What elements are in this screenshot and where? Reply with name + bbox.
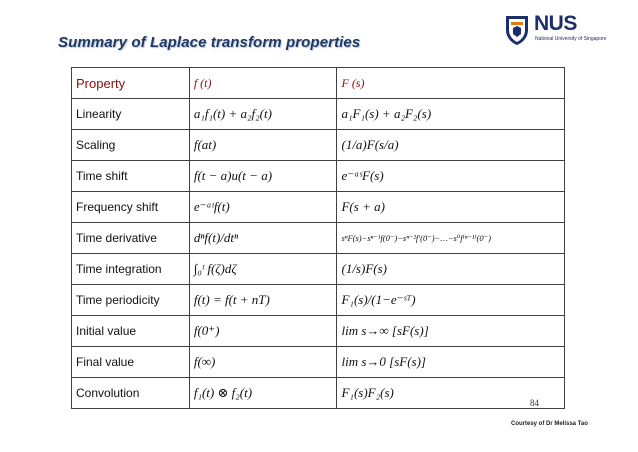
table-header-row: [72, 68, 565, 99]
cell-property: Linearity: [72, 99, 190, 130]
table-row: [72, 223, 565, 254]
page-number: 84: [530, 398, 539, 408]
table-row: [72, 378, 565, 409]
cell-Fs: lim s→∞ [sF(s)]: [337, 316, 565, 347]
credit-line: Courtesy of Dr Melissa Tao: [511, 421, 588, 427]
table-row: [72, 161, 565, 192]
cell-ft: f(at): [189, 130, 337, 161]
cell-ft: f(∞): [189, 347, 337, 378]
cell-property: Initial value: [72, 316, 190, 347]
cell-Fs: lim s→0 [sF(s)]: [337, 347, 565, 378]
cell-Fs: F₁(s)F₂(s): [337, 378, 565, 409]
cell-property: Scaling: [72, 130, 190, 161]
cell-property: Final value: [72, 347, 190, 378]
header-Fs: F (s): [337, 68, 565, 99]
cell-ft: ∫₀ᵗ f(ζ)dζ: [189, 254, 337, 285]
cell-Fs: (1/a)F(s/a): [337, 130, 565, 161]
slide-title: Summary of Laplace transform properties: [58, 34, 361, 51]
table-row: [72, 99, 565, 130]
cell-ft: f(t) = f(t + nT): [189, 285, 337, 316]
table-row: [72, 254, 565, 285]
cell-Fs: F₁(s)/(1−e⁻ˢᵀ): [337, 285, 565, 316]
cell-property: Time periodicity: [72, 285, 190, 316]
cell-ft: f(t − a)u(t − a): [189, 161, 337, 192]
logo-subtitle: National University of Singapore: [535, 36, 607, 42]
cell-property: Time integration: [72, 254, 190, 285]
cell-ft: f₁(t) ⊗ f₂(t): [189, 378, 337, 409]
cell-Fs: a₁F₁(s) + a₂F₂(s): [337, 99, 565, 130]
table-row: [72, 285, 565, 316]
nus-logo: [504, 12, 614, 52]
cell-property: Time shift: [72, 161, 190, 192]
header-property: Property: [72, 68, 190, 99]
cell-property: Frequency shift: [72, 192, 190, 223]
cell-Fs: (1/s)F(s): [337, 254, 565, 285]
cell-ft: e⁻ᵃᵗf(t): [189, 192, 337, 223]
table-row: [72, 316, 565, 347]
cell-ft: f(0⁺): [189, 316, 337, 347]
laplace-properties-table: [71, 67, 565, 409]
cell-Fs: e⁻ᵃˢF(s): [337, 161, 565, 192]
header-ft: f (t): [189, 68, 337, 99]
table-row: [72, 347, 565, 378]
table-row: [72, 130, 565, 161]
cell-ft: dⁿf(t)/dtⁿ: [189, 223, 337, 254]
cell-property: Time derivative: [72, 223, 190, 254]
cell-Fs: F(s + a): [337, 192, 565, 223]
cell-Fs: sⁿF(s)−sⁿ⁻¹f(0⁻)−sⁿ⁻²f′(0⁻)−…−s⁰f⁽ⁿ⁻¹⁾(0⁻): [337, 223, 565, 254]
cell-ft: a₁f₁(t) + a₂f₂(t): [189, 99, 337, 130]
crest-icon: [504, 14, 530, 46]
table-row: [72, 192, 565, 223]
cell-property: Convolution: [72, 378, 190, 409]
logo-wordmark: NUS: [534, 12, 577, 35]
